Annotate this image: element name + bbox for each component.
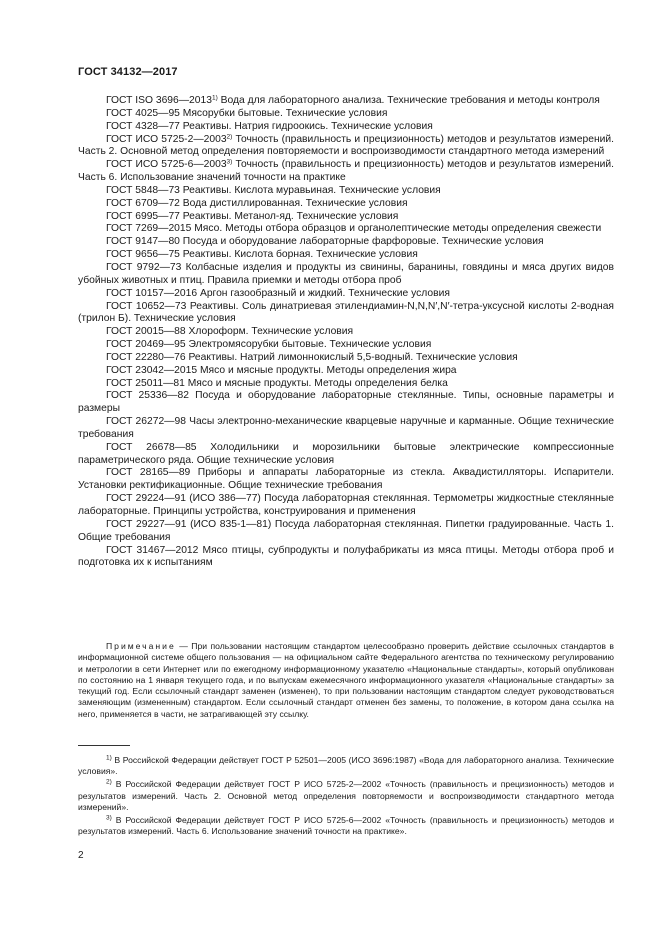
reference-item: ГОСТ 9147—80 Посуда и оборудование лабораторные фарфоровые. Технические условия [106,236,544,248]
footnote-item: $^{3)}$ В Российской Федерации действует ГОСТ Р ИСО 5725-6—2002 «Точность (правильность и прецизионность) методов и результатов измерений. Часть 6. Использование значений точности на практике». [78,814,614,837]
reference-item: ГОСТ 31467—2012 Мясо птицы, субпродукты и полуфабрикаты из мяса птицы. Методы отбора проб и подготовка их к испытаниям [78,544,614,569]
reference-item: ГОСТ 5848—73 Реактивы. Кислота муравьиная. Технические условия [106,184,441,196]
note-label: Примечание [106,641,176,651]
reference-item: ГОСТ 6995—77 Реактивы. Метанол-яд. Технические условия [106,210,399,222]
normative-references [78,95,614,570]
note-block [78,641,614,720]
reference-item: ГОСТ 4328—77 Реактивы. Натрия гидроокись. Технические условия [106,120,433,132]
footnote-item: $^{2)}$ В Российской Федерации действует ГОСТ Р ИСО 5725-2—2002 «Точность (правильность и прецизионность) методов и результатов измерений. Часть 2. Основной метод определения повторяемости и воспроизводимости стандартного метода измерений». [78,778,614,812]
reference-item: ГОСТ ИСО 5725-2—2003$^{2)}$ Точность (правильность и прецизионность) методов и результатов измерений. Часть 2. Основной метод определения повторяемости и воспроизводимости стандартного метода измерений [78,133,614,158]
footnote-mark: 3) [226,158,233,166]
footnote-mark: 1) [106,754,112,762]
footnote-mark: 3) [106,814,112,822]
reference-item: ГОСТ 22280—76 Реактивы. Натрий лимоннокислый 5,5-водный. Технические условия [106,351,518,363]
reference-item: ГОСТ 9792—73 Колбасные изделия и продукты из свинины, баранины, говядины и мяса других видов убойных животных и птиц. Правила приемки и методы отбора проб [78,261,614,286]
reference-item: ГОСТ 4025—95 Мясорубки бытовые. Технические условия [106,107,388,119]
reference-item: ГОСТ 26678—85 Холодильники и морозильники бытовые электрические компрессионные параметрического ряда. Общие технические условия [78,441,614,466]
reference-item: ГОСТ 20469—95 Электромясорубки бытовые. Технические условия [106,339,432,351]
reference-item: ГОСТ 6709—72 Вода дистиллированная. Технические условия [106,197,408,209]
reference-item: ГОСТ 7269—2015 Мясо. Методы отбора образцов и органолептические методы определения свежести [106,223,602,235]
reference-item: ГОСТ 26272—98 Часы электронно-механические кварцевые наручные и карманные. Общие технические требования [78,416,614,440]
page-header-title: ГОСТ 34132—2017 [78,66,178,78]
reference-item: ГОСТ 29224—91 (ИСО 386—77) Посуда лабораторная стеклянная. Термометры жидкостные стеклянные лабораторные. Принципы устройства, конструирования и применения [78,493,614,517]
footnote-mark: 1) [211,94,218,102]
footnote-mark: 2) [226,133,233,141]
note-text: — При пользовании настоящим стандартом целесообразно проверить действие ссылочных стандартов в информационной системе общего пользования — на официальном сайте Федерального агентства по техническому регулированию и метрологии в сети Интернет или по ежегодному информационному указателю «Национальные стандарты», который опубликован по состоянию на 1 января текущего года, и по выпускам ежемесячного информационного указателя «Национальные стандарты» за текущий год. Если ссылочный стандарт заменен (изменен), то при пользовании настоящим стандартом следует руководствоваться заменяющим (измененным) стандартом. Если ссылочный стандарт отменен без замены, то положение, в котором дана ссылка на него, применяется в части, не затрагивающей эту ссылку. [78,641,614,719]
reference-item: ГОСТ ИСО 5725-6—2003$^{3)}$ Точность (правильность и прецизионность) методов и результатов измерений. Часть 6. Использование значений точности на практике [78,158,614,184]
page-number: 2 [78,850,84,861]
footnote-mark: 2) [106,778,112,786]
footnote-divider [78,745,130,746]
footnotes [78,755,614,839]
reference-item: ГОСТ 28165—89 Приборы и аппараты лабораторные из стекла. Аквадистилляторы. Испарители. Установки ректификационные. Общие технические требования [78,467,614,492]
reference-item: ГОСТ 25011—81 Мясо и мясные продукты. Методы определения белка [106,377,448,389]
reference-item: ГОСТ 23042—2015 Мясо и мясные продукты. Методы определения жира [106,364,457,376]
footnote-item: $^{1)}$ В Российской Федерации действует ГОСТ Р 52501—2005 (ИСО 3696:1987) «Вода для лабораторного анализа. Технические условия». [78,754,614,777]
reference-item: ГОСТ ISO 3696—2013$^{1)}$ Вода для лабораторного анализа. Технические требования и методы контроля [106,94,600,106]
reference-item: ГОСТ 25336—82 Посуда и оборудование лабораторные стеклянные. Типы, основные параметры и размеры [78,390,614,415]
reference-item: ГОСТ 29227—91 (ИСО 835-1—81) Посуда лабораторная стеклянная. Пипетки градуированные. Часть 1. Общие требования [78,518,614,543]
reference-item: ГОСТ 10157—2016 Аргон газообразный и жидкий. Технические условия [106,287,450,299]
reference-item: ГОСТ 10652—73 Реактивы. Соль динатриевая этилендиамин-N,N,N′,N′-тетра-уксусной кислоты 2-водная (трилон Б). Технические условия [78,300,614,325]
reference-item: ГОСТ 9656—75 Реактивы. Кислота борная. Технические условия [106,249,418,261]
reference-item: ГОСТ 20015—88 Хлороформ. Технические условия [106,326,354,338]
